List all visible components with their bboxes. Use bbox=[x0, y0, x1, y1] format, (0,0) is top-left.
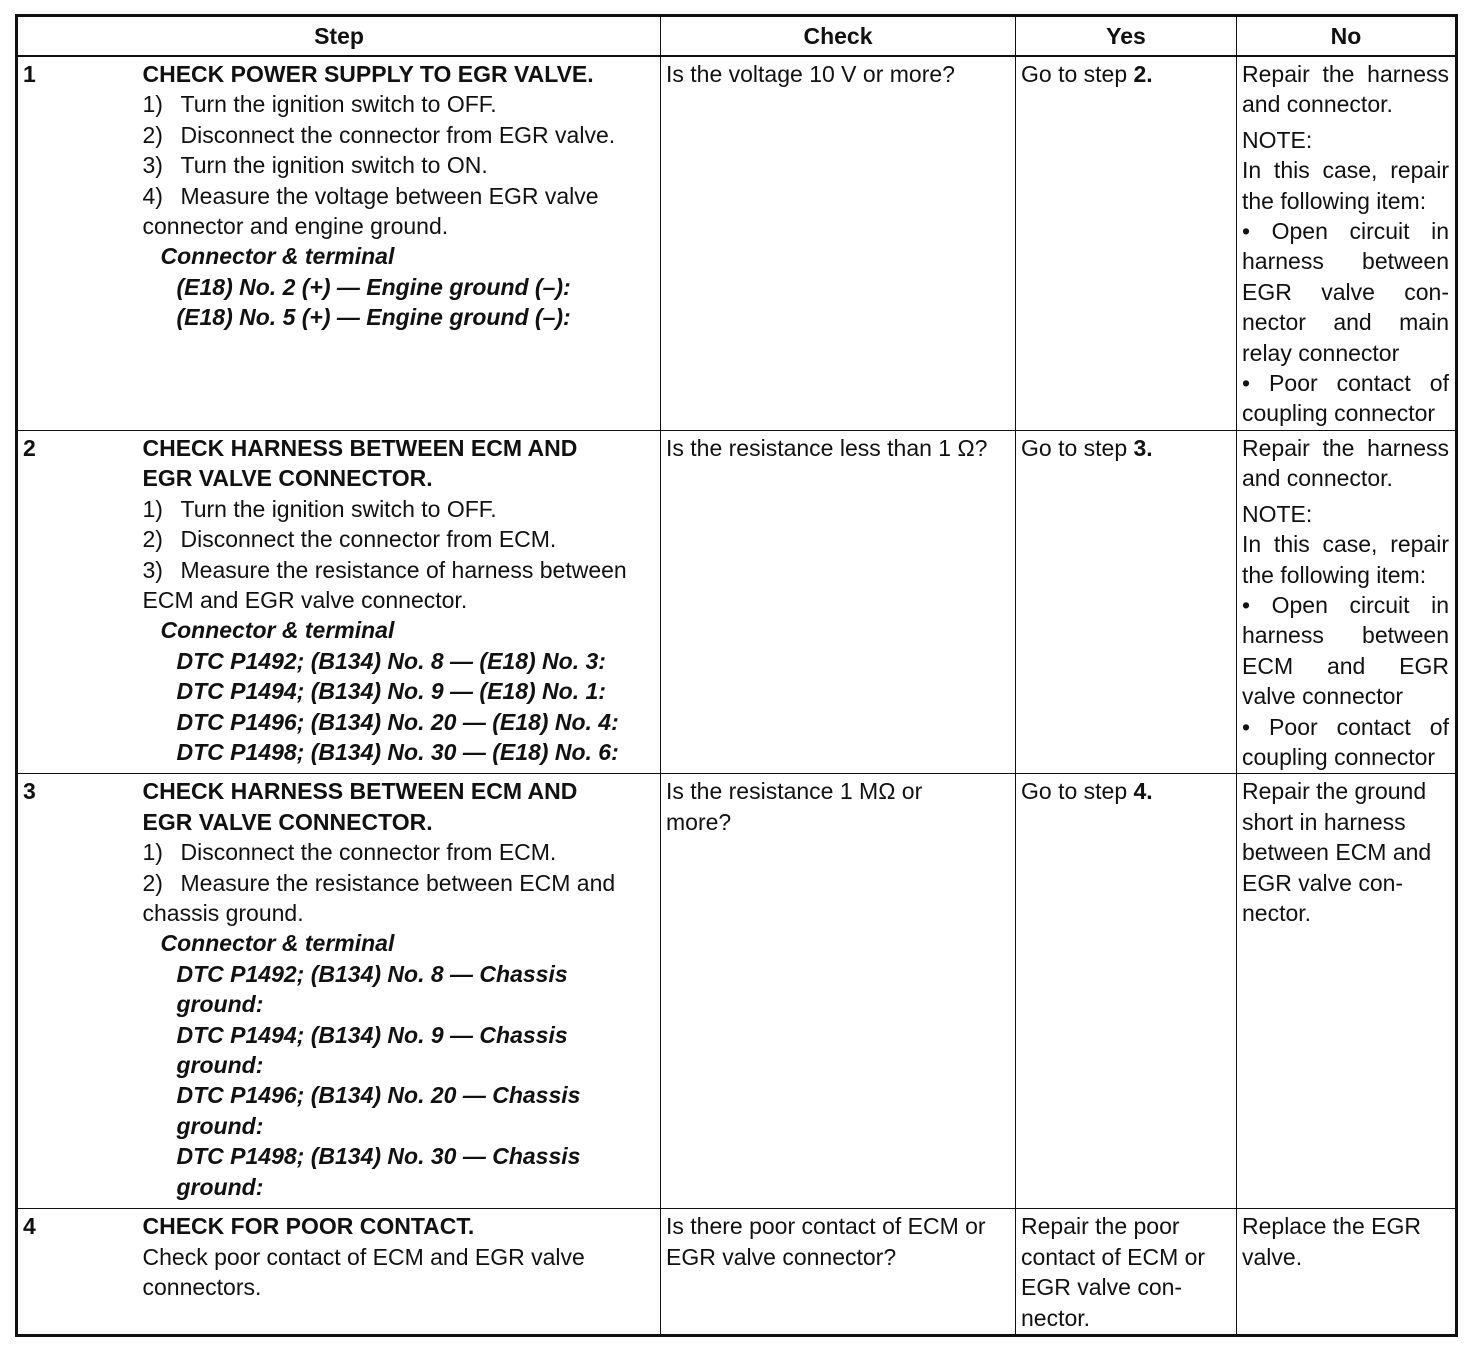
check-cell bbox=[661, 1209, 1016, 1336]
no-line: nector. bbox=[1242, 899, 1312, 926]
check-text: Is the resistance 1 MΩ or bbox=[666, 778, 923, 805]
step-number: 4 bbox=[17, 1209, 138, 1336]
substep-continuation: ECM and EGR valve connector. bbox=[142, 586, 468, 613]
terminal-spec-continuation: ground: bbox=[176, 991, 264, 1018]
terminal-spec: DTC P1494; (B134) No. 9 — (E18) No. 1: bbox=[176, 678, 606, 705]
note-bullet: • Open circuit in harness between ECM and EGR valve connector bbox=[1242, 591, 1449, 710]
no-line: valve. bbox=[1242, 1243, 1303, 1270]
substep: 1) Disconnect the connector from ECM. bbox=[142, 839, 557, 866]
substep: 3) Measure the resistance of harness between bbox=[142, 556, 627, 583]
yes-step-ref: 3. bbox=[1133, 434, 1153, 461]
step-title-continuation: EGR VALVE CONNECTOR. bbox=[142, 808, 433, 835]
terminal-spec: (E18) No. 2 (+) — Engine ground (–): bbox=[176, 273, 571, 300]
terminal-spec: DTC P1498; (B134) No. 30 — (E18) No. 6: bbox=[176, 738, 619, 765]
yes-line: EGR valve con- bbox=[1021, 1274, 1183, 1301]
header-step: Step bbox=[17, 16, 661, 57]
terminal-spec: DTC P1496; (B134) No. 20 — (E18) No. 4: bbox=[176, 708, 619, 735]
step-body: Check poor contact of ECM and EGR valve bbox=[142, 1243, 585, 1270]
note-bullet: • Poor contact of coupling connector bbox=[1242, 713, 1449, 770]
terminal-spec: DTC P1492; (B134) No. 8 — Chassis bbox=[176, 960, 568, 987]
yes-cell bbox=[1016, 1209, 1237, 1336]
note-label: NOTE: bbox=[1242, 126, 1313, 153]
substep: 2) Disconnect the connector from EGR valve. bbox=[142, 121, 616, 148]
check-cell bbox=[661, 774, 1016, 1209]
diagnostic-table bbox=[15, 14, 1458, 1337]
step-title-continuation: EGR VALVE CONNECTOR. bbox=[142, 465, 433, 492]
step-cell bbox=[138, 1209, 661, 1336]
step-cell bbox=[138, 774, 661, 1209]
no-cell bbox=[1237, 56, 1457, 430]
check-text-continuation: EGR valve connector? bbox=[666, 1243, 897, 1270]
table-row bbox=[17, 430, 1457, 773]
no-line: Repair the ground bbox=[1242, 778, 1427, 805]
no-action: Repair the harness and connector. bbox=[1242, 434, 1449, 492]
note-intro: In this case, repair the following item: bbox=[1242, 531, 1449, 588]
check-text-continuation: more? bbox=[666, 808, 732, 835]
header-no: No bbox=[1237, 16, 1457, 57]
step-number: 3 bbox=[17, 774, 138, 1209]
no-cell bbox=[1237, 430, 1457, 773]
header-check: Check bbox=[661, 16, 1016, 57]
yes-line: Repair the poor bbox=[1021, 1213, 1180, 1240]
substep: 1) Turn the ignition switch to OFF. bbox=[142, 495, 497, 522]
step-title: CHECK FOR POOR CONTACT. bbox=[142, 1213, 475, 1240]
table-row bbox=[17, 56, 1457, 430]
step-number: 1 bbox=[17, 56, 138, 430]
step-cell bbox=[138, 56, 661, 430]
substep-continuation: chassis ground. bbox=[142, 899, 304, 926]
terminal-spec-continuation: ground: bbox=[176, 1173, 264, 1200]
connector-terminal-heading: Connector & terminal bbox=[160, 243, 395, 270]
table-row bbox=[17, 1209, 1457, 1336]
substep: 2) Measure the resistance between ECM and bbox=[142, 869, 616, 896]
yes-line: nector. bbox=[1021, 1304, 1091, 1331]
substep: 3) Turn the ignition switch to ON. bbox=[142, 152, 488, 179]
table-row bbox=[17, 774, 1457, 1209]
terminal-spec: (E18) No. 5 (+) — Engine ground (–): bbox=[176, 304, 571, 331]
header-yes: Yes bbox=[1016, 16, 1237, 57]
yes-cell: Go to step 3. bbox=[1016, 430, 1237, 773]
check-text: Is there poor contact of ECM or bbox=[666, 1213, 986, 1240]
yes-step-ref: 2. bbox=[1133, 61, 1153, 87]
terminal-spec: DTC P1492; (B134) No. 8 — (E18) No. 3: bbox=[176, 647, 606, 674]
substep-continuation: connector and engine ground. bbox=[142, 213, 449, 240]
no-line: EGR valve con- bbox=[1242, 869, 1404, 896]
note-bullet: • Poor contact of coupling connector bbox=[1242, 370, 1449, 427]
terminal-spec: DTC P1494; (B134) No. 9 — Chassis bbox=[176, 1021, 568, 1048]
note-bullet: • Open circuit in harness between EGR valve connector and main relay connector bbox=[1242, 218, 1449, 366]
note-intro: In this case, repair the following item: bbox=[1242, 157, 1449, 214]
no-line: short in harness bbox=[1242, 808, 1406, 835]
check-cell: Is the voltage 10 V or more? bbox=[661, 56, 1016, 430]
terminal-spec: DTC P1498; (B134) No. 30 — Chassis bbox=[176, 1143, 581, 1170]
no-line: between ECM and bbox=[1242, 839, 1432, 866]
yes-cell: Go to step 2. bbox=[1016, 56, 1237, 430]
substep: 4) Measure the voltage between EGR valve bbox=[142, 182, 599, 209]
diagnostic-procedure bbox=[15, 14, 1458, 1337]
yes-step-ref: 4. bbox=[1133, 778, 1153, 805]
step-number: 2 bbox=[17, 430, 138, 773]
yes-cell: Go to step 4. bbox=[1016, 774, 1237, 1209]
step-cell bbox=[138, 430, 661, 773]
no-cell bbox=[1237, 1209, 1457, 1336]
connector-terminal-heading: Connector & terminal bbox=[160, 930, 395, 957]
terminal-spec-continuation: ground: bbox=[176, 1052, 264, 1078]
no-line: Replace the EGR bbox=[1242, 1213, 1421, 1240]
substep: 1) Turn the ignition switch to OFF. bbox=[142, 91, 497, 118]
no-cell bbox=[1237, 774, 1457, 1209]
note-label: NOTE: bbox=[1242, 500, 1313, 527]
no-action: Repair the harness and connector. bbox=[1242, 61, 1449, 118]
step-body-continuation: connectors. bbox=[142, 1274, 262, 1301]
check-cell: Is the resistance less than 1 Ω? bbox=[661, 430, 1016, 773]
step-title: CHECK POWER SUPPLY TO EGR VALVE. bbox=[142, 61, 594, 87]
connector-terminal-heading: Connector & terminal bbox=[160, 617, 395, 644]
yes-line: contact of ECM or bbox=[1021, 1243, 1206, 1270]
terminal-spec-continuation: ground: bbox=[176, 1112, 264, 1139]
terminal-spec: DTC P1496; (B134) No. 20 — Chassis bbox=[176, 1082, 581, 1109]
step-title: CHECK HARNESS BETWEEN ECM AND bbox=[142, 434, 578, 461]
table-header-row bbox=[17, 16, 1457, 57]
substep: 2) Disconnect the connector from ECM. bbox=[142, 526, 557, 553]
step-title: CHECK HARNESS BETWEEN ECM AND bbox=[142, 778, 578, 805]
